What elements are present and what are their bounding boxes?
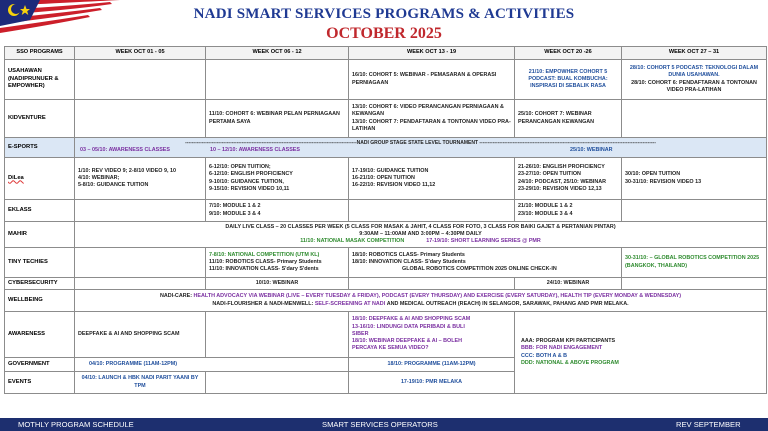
cell-dilea-w2: 6-12/10: OPEN TUITION; 6-12/10: ENGLISH PROFICIENCY 9-10/10: GUIDANCE TUITION, 9-15/10: REVISION VIDEO 10,11: [206, 158, 349, 200]
schedule-table: [4, 46, 767, 394]
row-label: EVENTS: [5, 372, 75, 394]
cell-awareness-w3: 18/10: DEEPFAKE & AI AND SHOPPING SCAM 13-16/10: LINDUNGI DATA PERIBADI & BULI SIBER 18/10: WEBINAR DEEPFAKE & AI – BOLEH PERCAYA KE SEMUA VIDEO?: [349, 312, 515, 358]
table-row-eklass: [5, 200, 767, 222]
row-label: AWARENESS: [5, 312, 75, 358]
table-row-cybersecurity: [5, 278, 767, 290]
cell-dilea-w5: 30/10: OPEN TUITION 30-31/10: REVISION VIDEO 13: [622, 158, 767, 200]
row-label: E-SPORTS: [5, 138, 75, 158]
row-label: EKLASS: [5, 200, 75, 222]
table-row-mahir: [5, 222, 767, 248]
table-header-row: [5, 47, 767, 60]
table-row-dilea: [5, 158, 767, 200]
cell-esports: -------------------------------------------------------------------------------------------------------NADI GROUP STAGE STATE LEVEL TOURNAMENT ---------------------------------------------------------------------------------------------------------- 03 – 05/10: AWARENESS CLASSES 10 – 12/10: AWARENESS CLASSES 25/10: WEBINAR: [75, 138, 767, 158]
column-header: WEEK OCT 27 – 31: [622, 47, 767, 60]
table-row-esports: [5, 138, 767, 158]
table-row-awareness: [5, 312, 767, 358]
row-label: DiLea: [5, 158, 75, 200]
cell-cyber-w4: 24/10: WEBINAR: [515, 278, 622, 290]
footer-right: REV SEPTEMBER: [676, 420, 741, 429]
cell-government-w1: 04/10: PROGRAMME (11AM-12PM): [75, 358, 349, 372]
cell-events-w3: 17-19/10: PMR MELAKA: [349, 372, 515, 394]
cell-government-w3: 18/10: PROGRAMME (11AM-12PM): [349, 358, 515, 372]
row-label: WELLBEING: [5, 290, 75, 312]
table-row-usahawan: [5, 60, 767, 100]
cell-dilea-w3: 17-19/10: GUIDANCE TUITION 16-21/10: OPEN TUITION 16-22/10: REVISION VIDEO 11,12: [349, 158, 515, 200]
row-label: USAHAWAN (NADIPRUNUER & EMPOWHER): [5, 60, 75, 100]
cell-eklass-w2: 7/10: MODULE 1 & 2 9/10: MODULE 3 & 4: [206, 200, 349, 222]
column-header: WEEK OCT 20 -26: [515, 47, 622, 60]
cell-awareness-w1: DEEPFAKE & AI AND SHOPPING SCAM: [75, 312, 206, 358]
column-header: WEEK OCT 06 - 12: [206, 47, 349, 60]
row-label: GOVERNMENT: [5, 358, 75, 372]
cell-eklass-w4: 21/10: MODULE 1 & 2 23/10: MODULE 3 & 4: [515, 200, 622, 222]
cell-kidventure-w2: 11/10: COHORT 6: WEBINAR PELAN PERNIAGAAN PERTAMA SAYA: [206, 100, 349, 138]
cell-wellbeing: NADI-CARE: HEALTH ADVOCACY VIA WEBINAR (LIVE – EVERY TUESDAY & FRIDAY), PODCAST (EVERY THURSDAY) AND EXERCISE (EVERY SATURDAY), HEALTH TIP (EVERY MONDAY & WEDNESDAY) NADI-FLOURISHER & NADI-MENWELL: SELF-SCREENING AT NADI AND MEDICAL OUTREACH (REACH) IN SELANGOR, SARAWAK, PAHANG AND PMR MELAKA.: [75, 290, 767, 312]
column-header: SSO PROGRAMS: [5, 47, 75, 60]
cell-tiny-w3: 18/10: ROBOTICS CLASS- Primary Students 18/10: INNOVATION CLASS- S'dary Students GLOBAL ROBOTICS COMPETITION 2025 ONLINE CHECK-IN: [349, 248, 622, 278]
column-header: WEEK OCT 13 - 19: [349, 47, 515, 60]
cell-usahawan-w4: 21/10: EMPOWHER COHORT 5 PODCAST: BUAL KOMBUCHA: INSPIRASI DI SEBALIK RASA: [515, 60, 622, 100]
page-title: NADI SMART SERVICES PROGRAMS & ACTIVITIES: [193, 6, 575, 22]
cell-events-w1: 04/10: LAUNCH & HBK NADI PARIT YAANI BY TPM: [75, 372, 206, 394]
cell-mahir: DAILY LIVE CLASS – 20 CLASSES PER WEEK (5 CLASS FOR MASAK & JAHIT, 4 CLASS FOR FOTO, 3 CLASS FOR BAIKI GAJET & PERTANIAN PINTAR) 9:30AM – 11:00AM AND 3:00PM – 4:30PM DAILY 11/10: NATIONAL MASAK COMPETITION 17-19/10: SHORT LEARNING SERIES @ PMR: [75, 222, 767, 248]
row-label: CYBERSECURITY: [5, 278, 75, 290]
row-label: MAHIR: [5, 222, 75, 248]
cell-dilea-w1: 1/10: REV VIDEO 9; 2-8/10 VIDEO 9, 10 4/10: WEBINAR; 5-8/10: GUIDANCE TUITION: [75, 158, 206, 200]
column-header: WEEK OCT 01 - 05: [75, 47, 206, 60]
table-row-wellbeing: [5, 290, 767, 312]
cell-kidventure-w3: 13/10: COHORT 6: VIDEO PERANCANGAN PERNIAGAAN & KEWANGAN 13/10: COHORT 7: PENDAFTARAN & TONTONAN VIDEO PRA-LATIHAN: [349, 100, 515, 138]
cell-kidventure-w4: 25/10: COHORT 7: WEBINAR PERANCANGAN KEWANGAN: [515, 100, 622, 138]
kpi-legend: AAA: PROGRAM KPI PARTICIPANTS BBB: FOR NADI ENGAGEMENT CCC: BOTH A & B DDD: NATIONAL & ABOVE PROGRAM: [515, 312, 767, 394]
footer-bar: [0, 418, 768, 431]
footer-left: MOTHLY PROGRAM SCHEDULE: [18, 420, 134, 429]
cell-cyber-w2: 10/10: WEBINAR: [206, 278, 349, 290]
footer-center: SMART SERVICES OPERATORS: [322, 420, 438, 429]
table-row-tiny-techies: [5, 248, 767, 278]
page-subtitle: OCTOBER 2025: [326, 25, 442, 42]
cell-usahawan-w5: 28/10: COHORT 5 PODCAST: TEKNOLOGI DALAM DUNIA USAHAWAN. 28/10: COHORT 6: PENDAFTARAN & TONTONAN VIDEO PRA-LATIHAN: [622, 60, 767, 100]
cell-tiny-w2: 7-8/10: NATIONAL COMPETITION (UTM KL) 11/10: ROBOTICS CLASS- Primary Students 11/10: INNOVATION CLASS- S'dary S'dents: [206, 248, 349, 278]
row-label: KIDVENTURE: [5, 100, 75, 138]
cell-dilea-w4: 21-26/10: ENGLISH PROFICIENCY 23-27/10: OPEN TUITION 24/10: PODCAST, 25/10: WEBINAR 23-29/10: REVISION VIDEO 12,13: [515, 158, 622, 200]
cell-tiny-w5: 30-31/10: – GLOBAL ROBOTICS COMPETITION 2025 (BANGKOK, THAILAND): [622, 248, 767, 278]
row-label: TINY TECHIES: [5, 248, 75, 278]
table-row-kidventure: [5, 100, 767, 138]
cell-usahawan-w3: 16/10: COHORT 5: WEBINAR - PEMASARAN & OPERASI PERNIAGAAN: [349, 60, 515, 100]
